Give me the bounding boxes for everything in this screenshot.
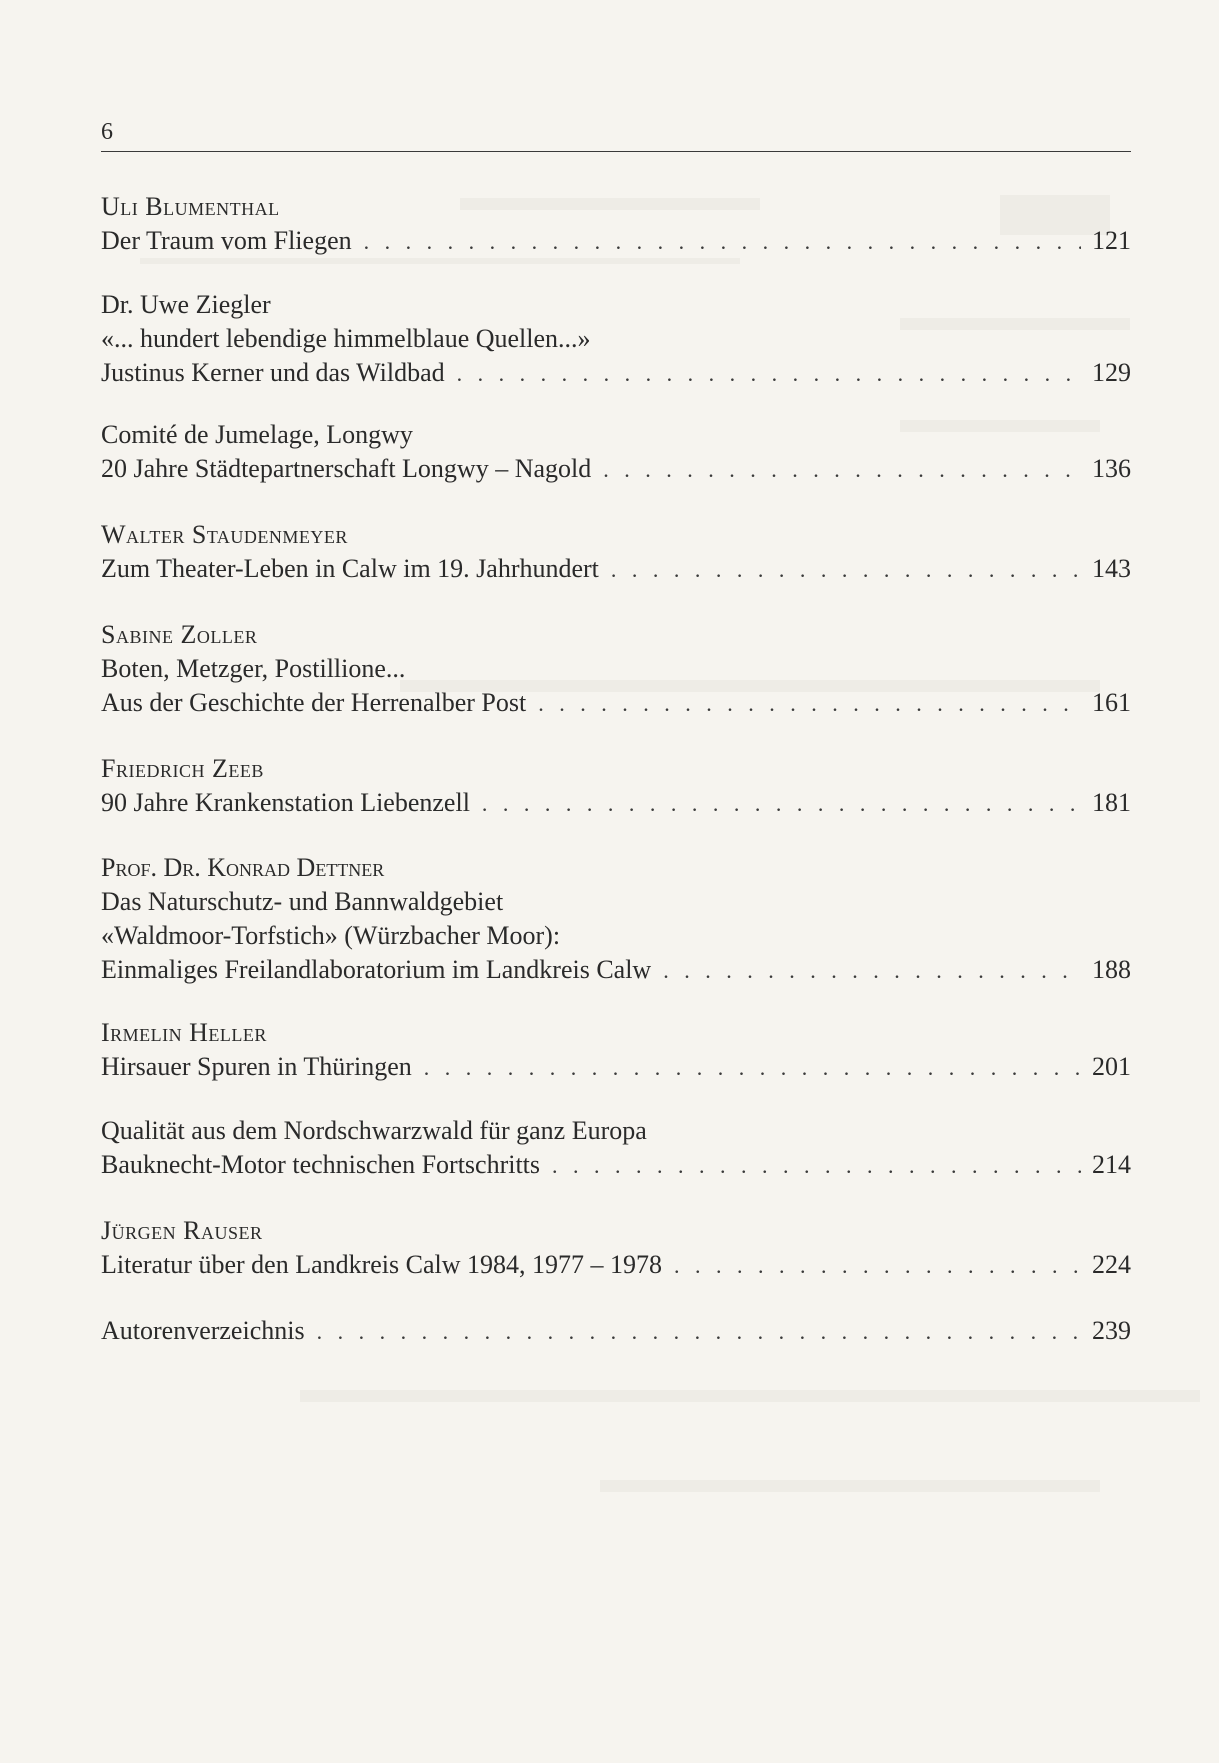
- entry-title: Einmaliges Freilandlaboratorium im Landkreis Calw: [101, 955, 652, 984]
- entry-title-line: Qualität aus dem Nordschwarzwald für ganz Europa: [101, 1116, 647, 1145]
- page-number: 6: [101, 119, 113, 145]
- entry-title-line: «Waldmoor-Torfstich» (Würzbacher Moor):: [101, 921, 561, 950]
- dot-leader: [364, 225, 1081, 259]
- toc-entry: [101, 1114, 1131, 1183]
- dot-leader: [482, 787, 1081, 821]
- toc-entry: [101, 288, 1131, 391]
- entry-title: Der Traum vom Fliegen: [101, 226, 352, 255]
- dot-leader: [603, 453, 1081, 487]
- entry-title: Bauknecht-Motor technischen Fortschritts: [101, 1150, 541, 1179]
- entry-page-number: 121: [1092, 226, 1131, 255]
- entry-title: Autorenverzeichnis: [101, 1316, 305, 1345]
- entry-title-line[interactable]: [101, 356, 1131, 391]
- toc-entry: [101, 752, 1131, 821]
- entry-title-line: «... hundert lebendige himmelblaue Quellen...»: [101, 324, 591, 353]
- entry-author: Jürgen Rauser: [101, 1216, 263, 1245]
- toc-entry: [101, 1016, 1131, 1085]
- entry-title: 90 Jahre Krankenstation Liebenzell: [101, 788, 470, 817]
- dot-leader: [663, 954, 1081, 988]
- entry-title: Hirsauer Spuren in Thüringen: [101, 1052, 412, 1081]
- entry-author: Uli Blumenthal: [101, 192, 280, 221]
- header-rule: [101, 151, 1131, 152]
- entry-page-number: 201: [1092, 1052, 1131, 1081]
- entry-title-line[interactable]: [101, 786, 1131, 821]
- entry-title-line[interactable]: [101, 1314, 1131, 1349]
- dot-leader: [674, 1249, 1081, 1283]
- entry-title: Literatur über den Landkreis Calw 1984, 1977 – 1978: [101, 1250, 663, 1279]
- entry-page-number: 224: [1092, 1250, 1131, 1279]
- entry-author: Comité de Jumelage, Longwy: [101, 420, 413, 449]
- dot-leader: [552, 1149, 1081, 1183]
- entry-author: Friedrich Zeeb: [101, 754, 264, 783]
- entry-title: Justinus Kerner und das Wildbad: [101, 358, 445, 387]
- entry-title: Zum Theater-Leben in Calw im 19. Jahrhundert: [101, 554, 599, 583]
- entry-title-line[interactable]: [101, 452, 1131, 487]
- entry-author: Dr. Uwe Ziegler: [101, 290, 271, 319]
- entry-title-line[interactable]: [101, 953, 1131, 988]
- entry-author: Walter Staudenmeyer: [101, 520, 348, 549]
- dot-leader: [424, 1051, 1081, 1085]
- entry-title-line[interactable]: [101, 1050, 1131, 1085]
- entry-title-line[interactable]: [101, 224, 1131, 259]
- entry-page-number: 188: [1092, 955, 1131, 984]
- dot-leader: [317, 1315, 1081, 1349]
- toc-entry: [101, 851, 1131, 988]
- entry-page-number: 181: [1092, 788, 1131, 817]
- entry-author: Irmelin Heller: [101, 1018, 267, 1047]
- entry-page-number: 129: [1092, 358, 1131, 387]
- entry-page-number: 214: [1092, 1150, 1131, 1179]
- entry-author-text: Prof. Dr. Konrad Dettner: [101, 853, 385, 882]
- dot-leader: [457, 357, 1081, 391]
- entry-title-line[interactable]: [101, 686, 1131, 721]
- entry-title-line: Das Naturschutz- und Bannwaldgebiet: [101, 887, 504, 916]
- entry-author: [101, 851, 1131, 885]
- toc-entry: [101, 1314, 1131, 1349]
- entry-title-line: Boten, Metzger, Postillione...: [101, 654, 406, 683]
- entry-page-number: 136: [1092, 454, 1131, 483]
- entry-page-number: 161: [1092, 688, 1131, 717]
- entry-page-number: 239: [1092, 1316, 1131, 1345]
- entry-title: 20 Jahre Städtepartnerschaft Longwy – Nagold: [101, 454, 592, 483]
- toc-entry: [101, 190, 1131, 259]
- toc-entry: [101, 618, 1131, 721]
- dot-leader: [538, 687, 1081, 721]
- entry-author: Sabine Zoller: [101, 620, 258, 649]
- toc-entry: [101, 418, 1131, 487]
- entry-title-line[interactable]: [101, 552, 1131, 587]
- dot-leader: [611, 553, 1081, 587]
- entry-title-line[interactable]: [101, 1248, 1131, 1283]
- entry-title: Aus der Geschichte der Herrenalber Post: [101, 688, 527, 717]
- entry-title-line[interactable]: [101, 1148, 1131, 1183]
- toc-entry: [101, 518, 1131, 587]
- toc-entry: [101, 1214, 1131, 1283]
- entry-page-number: 143: [1092, 554, 1131, 583]
